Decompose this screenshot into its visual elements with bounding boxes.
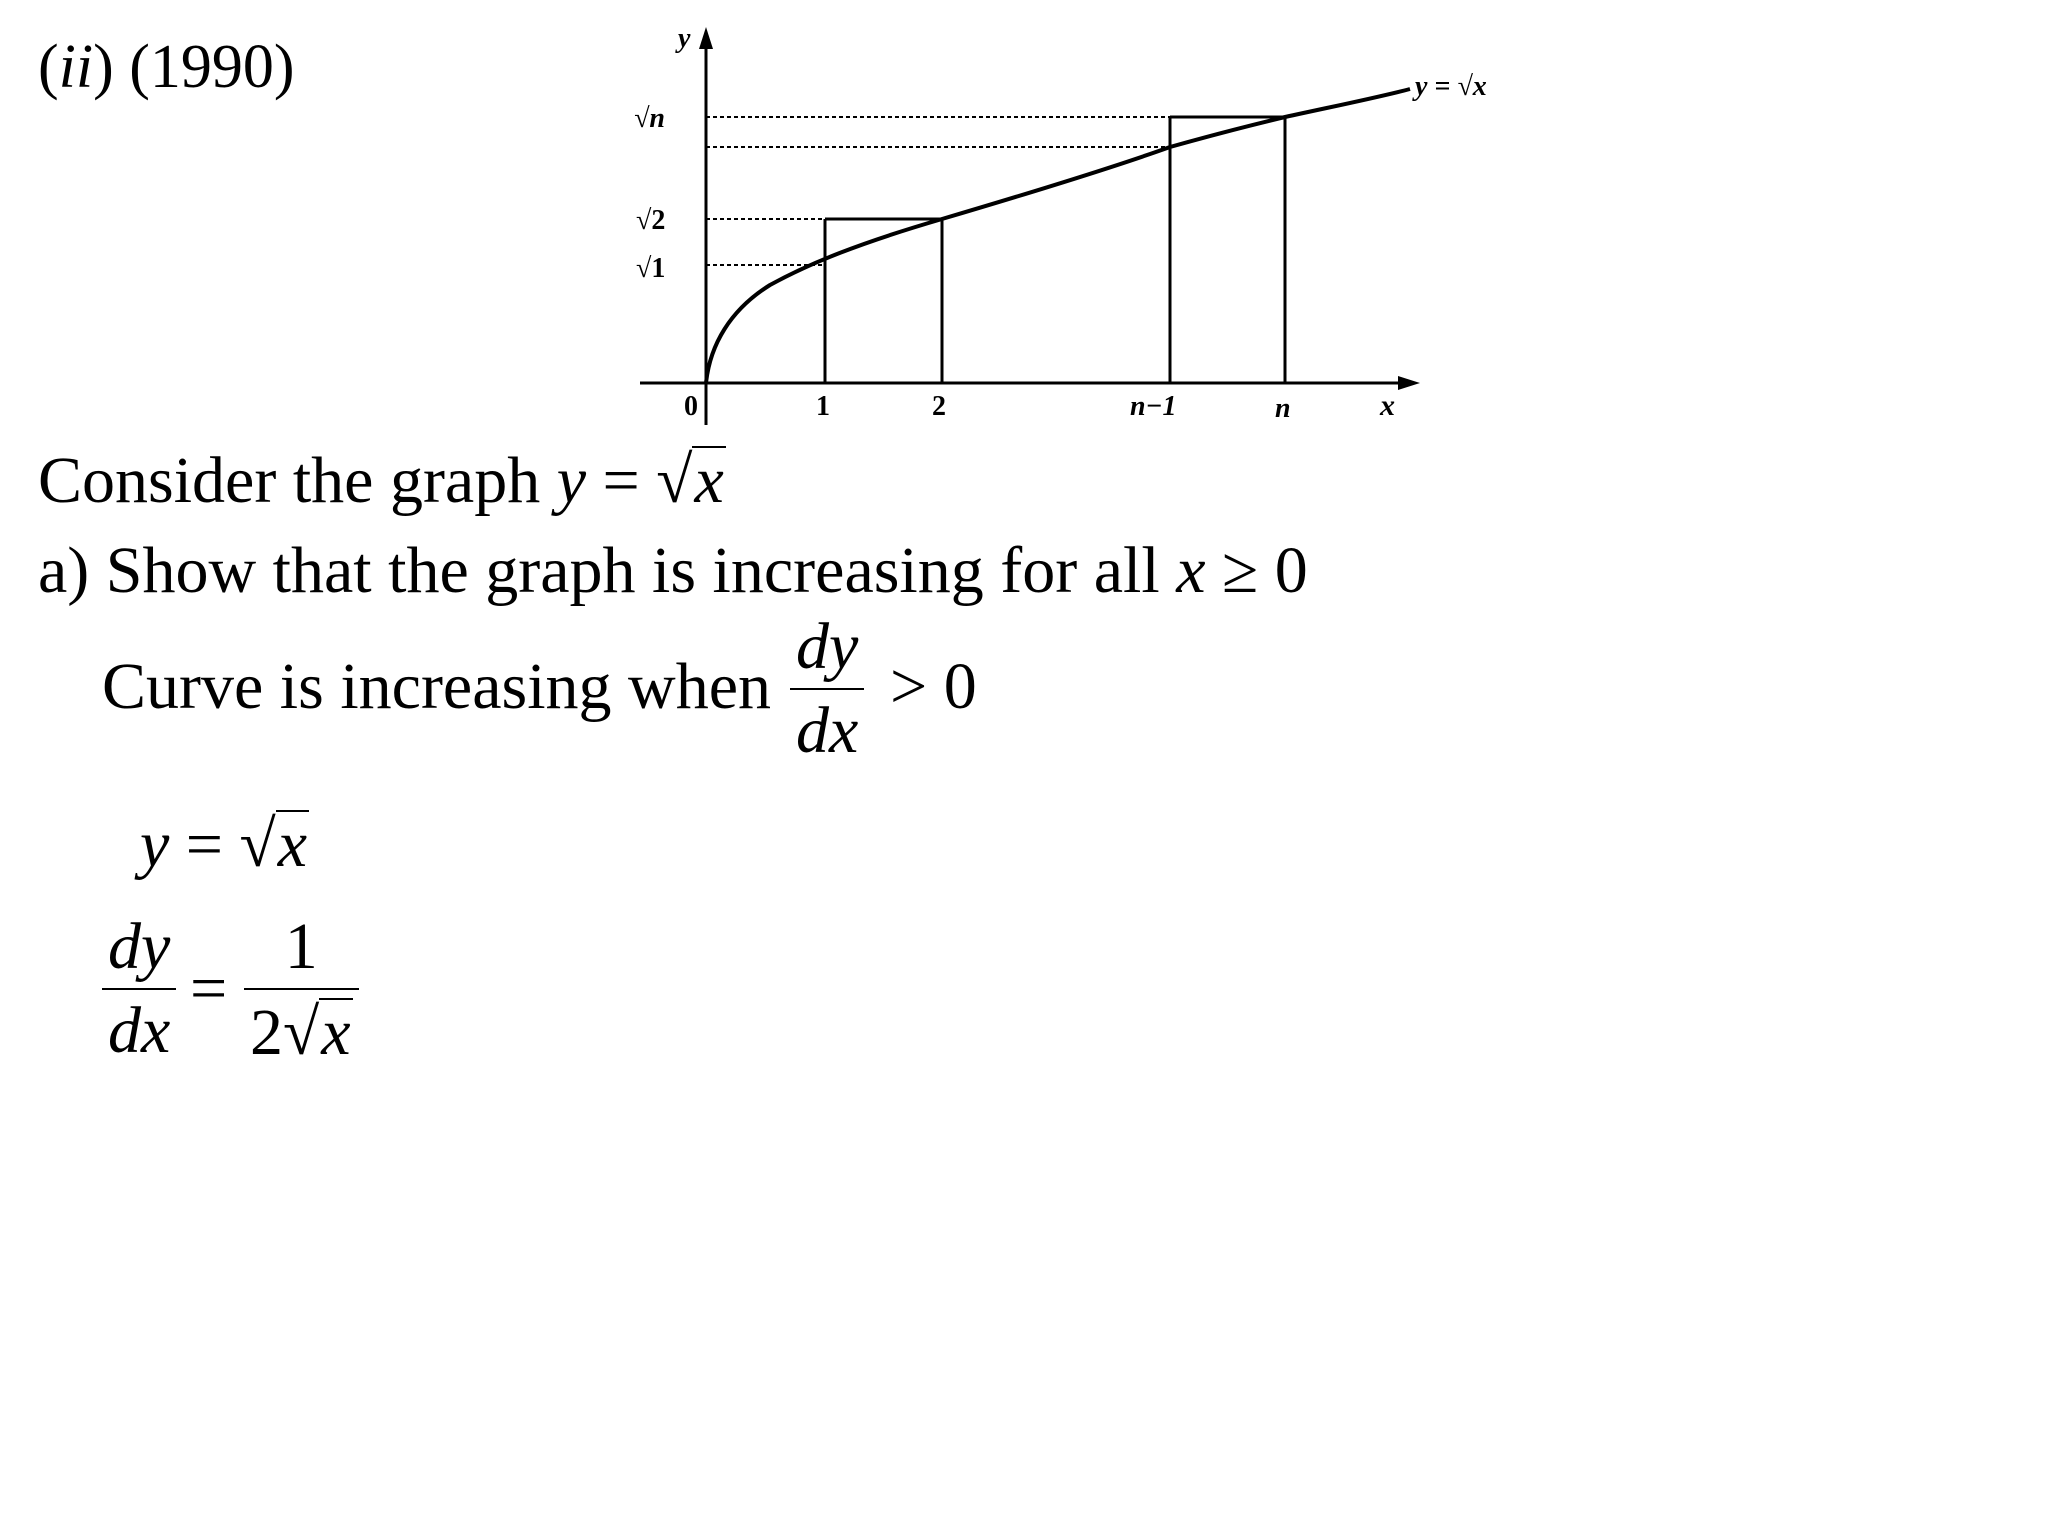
curve-label: y = √x <box>1415 71 1487 102</box>
eq1-lhs: y <box>140 808 170 881</box>
greater-than-zero: > 0 <box>890 650 977 723</box>
eq2-den-coef: 2 <box>250 996 283 1069</box>
problem-heading: (ii) (1990) <box>38 33 295 101</box>
increasing-condition-text: Curve is increasing when <box>102 650 771 723</box>
eq2-den-sqrt: √x <box>283 996 351 1069</box>
eq2-numerator: 1 <box>284 910 318 983</box>
part-a-text: Show that the graph is increasing for all <box>105 534 1160 607</box>
consider-sqrt: √x <box>656 444 724 517</box>
y-axis-arrow <box>699 27 713 49</box>
x-tick-0: 0 <box>684 391 698 422</box>
part-a-cond-op: ≥ 0 <box>1221 534 1308 607</box>
increasing-dy: dy <box>796 610 859 683</box>
eq2-dx: dx <box>108 994 171 1067</box>
increasing-derivative-fraction <box>790 610 864 767</box>
heading-year: (1990) <box>129 33 295 101</box>
y-tick-sqrt-1: √1 <box>636 253 666 284</box>
eq2-rhs-fraction <box>244 910 359 1069</box>
eq1-sqrt: √x <box>239 808 308 881</box>
heading-roman: ii <box>58 33 94 101</box>
x-tick-2: 2 <box>932 391 946 422</box>
x-tick-n: n <box>1275 393 1291 424</box>
x-tick-1: 1 <box>816 391 830 422</box>
eq1-radicand: x <box>277 808 308 881</box>
consider-eq-sign: = <box>602 444 640 517</box>
x-tick-n-minus-1: n−1 <box>1130 391 1177 422</box>
eq2-den-radicand: x <box>321 996 351 1069</box>
consider-eq-lhs: y <box>556 444 587 517</box>
rectangle-lines <box>825 117 1285 383</box>
consider-line <box>38 444 726 517</box>
eq2-dy: dy <box>108 910 171 983</box>
equation-y-sqrt-x <box>140 808 309 881</box>
x-axis-label: x <box>1380 389 1395 422</box>
eq2-denominator <box>244 990 359 1069</box>
part-a-prefix: a) <box>38 534 90 607</box>
consider-eq-radicand: x <box>694 444 724 517</box>
eq2-lhs-fraction <box>102 910 176 1067</box>
eq2-sign: = <box>190 952 228 1025</box>
increasing-dx: dx <box>796 694 859 767</box>
y-tick-sqrt-2: √2 <box>636 205 666 236</box>
sqrt-graph <box>620 15 1540 435</box>
y-tick-sqrt-n: √n <box>634 103 665 134</box>
part-a-line <box>38 534 1308 607</box>
eq1-sign: = <box>185 808 224 881</box>
x-axis-arrow <box>1398 376 1420 390</box>
part-a-cond-var: x <box>1176 534 1206 607</box>
consider-text: Consider the graph <box>38 444 541 517</box>
y-axis-label: y <box>678 23 691 54</box>
sqrt-curve <box>706 89 1410 383</box>
